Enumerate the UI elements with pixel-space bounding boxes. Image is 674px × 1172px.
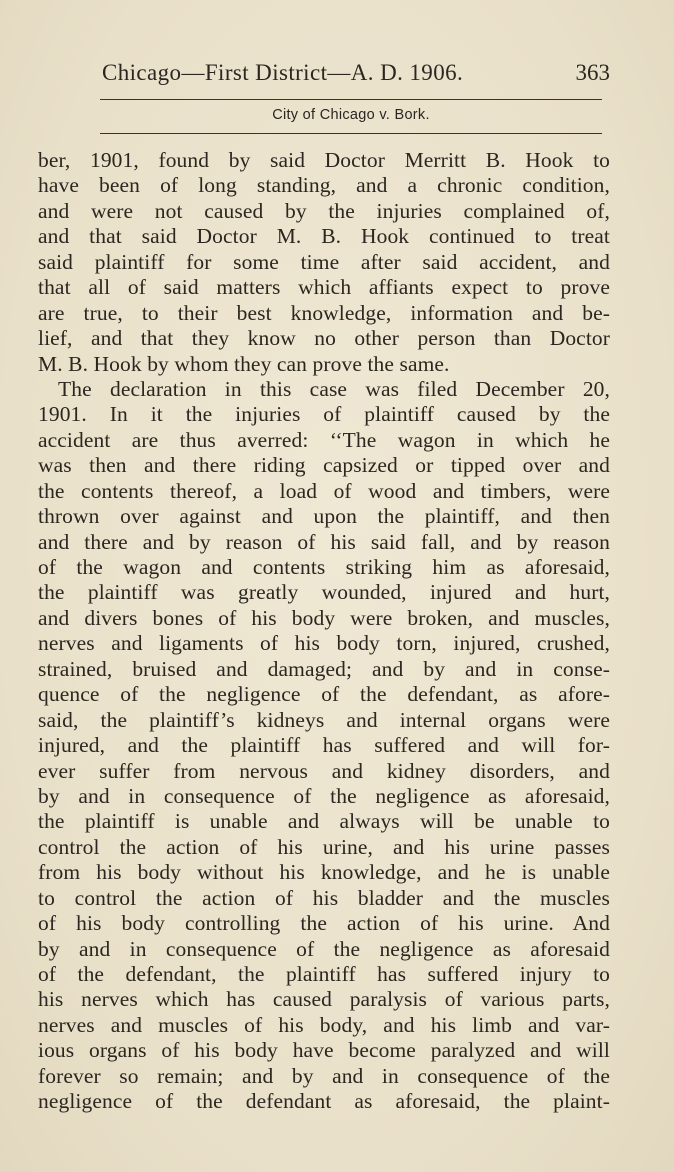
case-title: City of Chicago v. Bork.: [272, 107, 430, 123]
text-line: said plaintiff for some time after said accident, and: [38, 249, 610, 274]
text-line: the contents thereof, a load of wood and timbers, were: [38, 478, 610, 503]
running-title: Chicago—First District—A. D. 1906.: [102, 60, 464, 85]
text-line: to control the action of his bladder and the muscles: [38, 885, 610, 910]
text-line: strained, bruised and damaged; and by and in conse-: [38, 656, 610, 681]
text-line: that all of said matters which affiants expect to prove: [38, 275, 610, 300]
text-line: by and in consequence of the negligence as aforesaid: [38, 936, 610, 961]
text-line: ber, 1901, found by said Doctor Merritt B. Hook to: [38, 148, 610, 172]
running-head: [102, 60, 612, 92]
text-line: ever suffer from nervous and kidney disorders, and: [38, 758, 610, 783]
text-line: injured, and the plaintiff has suffered and will for-: [38, 733, 610, 758]
text-line: by and in consequence of the negligence as aforesaid,: [38, 783, 610, 808]
text-line: ious organs of his body have become paralyzed and will: [38, 1038, 610, 1063]
text-line: The declaration in this case was filed December 20,: [58, 376, 610, 401]
text-line: and were not caused by the injuries complained of,: [38, 198, 610, 223]
text-line: the plaintiff is unable and always will be unable to: [38, 809, 610, 834]
text-line: M. B. Hook by whom they can prove the same.: [38, 351, 450, 376]
header-rule-top: [100, 99, 602, 100]
text-line: his nerves which has caused paralysis of various parts,: [38, 987, 610, 1012]
text-line: accident are thus averred: ‘‘The wagon in which he: [38, 427, 610, 452]
text-line: nerves and ligaments of his body torn, injured, crushed,: [38, 631, 610, 656]
text-line: are true, to their best knowledge, information and be-: [38, 300, 610, 325]
text-line: thrown over against and upon the plaintiff, and then: [38, 504, 610, 529]
text-line: quence of the negligence of the defendant, as afore-: [38, 682, 610, 707]
text-line: have been of long standing, and a chronic condition,: [38, 173, 610, 198]
text-line: 1901. In it the injuries of plaintiff caused by the: [38, 402, 610, 427]
text-line: nerves and muscles of his body, and his limb and var-: [38, 1012, 610, 1037]
text-line: and that said Doctor M. B. Hook continued to treat: [38, 224, 610, 249]
text-line: forever so remain; and by and in consequence of the: [38, 1063, 610, 1088]
text-line: from his body without his knowledge, and he is unable: [38, 860, 610, 885]
text-line: said, the plaintiff’s kidneys and internal organs were: [38, 707, 610, 732]
body-text: [38, 148, 610, 1115]
text-line: negligence of the defendant as aforesaid, the plaint-: [38, 1089, 610, 1114]
text-line: and divers bones of his body were broken, and muscles,: [38, 605, 610, 630]
header-rule-bottom: [100, 133, 602, 134]
text-line: lief, and that they know no other person than Doctor: [38, 326, 610, 351]
text-line: and there and by reason of his said fall, and by reason: [38, 529, 610, 554]
text-line: of the defendant, the plaintiff has suffered injury to: [38, 962, 610, 986]
text-line: the plaintiff was greatly wounded, injured and hurt,: [38, 580, 610, 605]
text-line: of the wagon and contents striking him as aforesaid,: [38, 555, 610, 579]
page-number: 363: [575, 60, 610, 85]
text-line: of his body controlling the action of his urine. And: [38, 911, 610, 936]
text-line: was then and there riding capsized or tipped over and: [38, 453, 610, 478]
text-line: control the action of his urine, and his urine passes: [38, 834, 610, 859]
